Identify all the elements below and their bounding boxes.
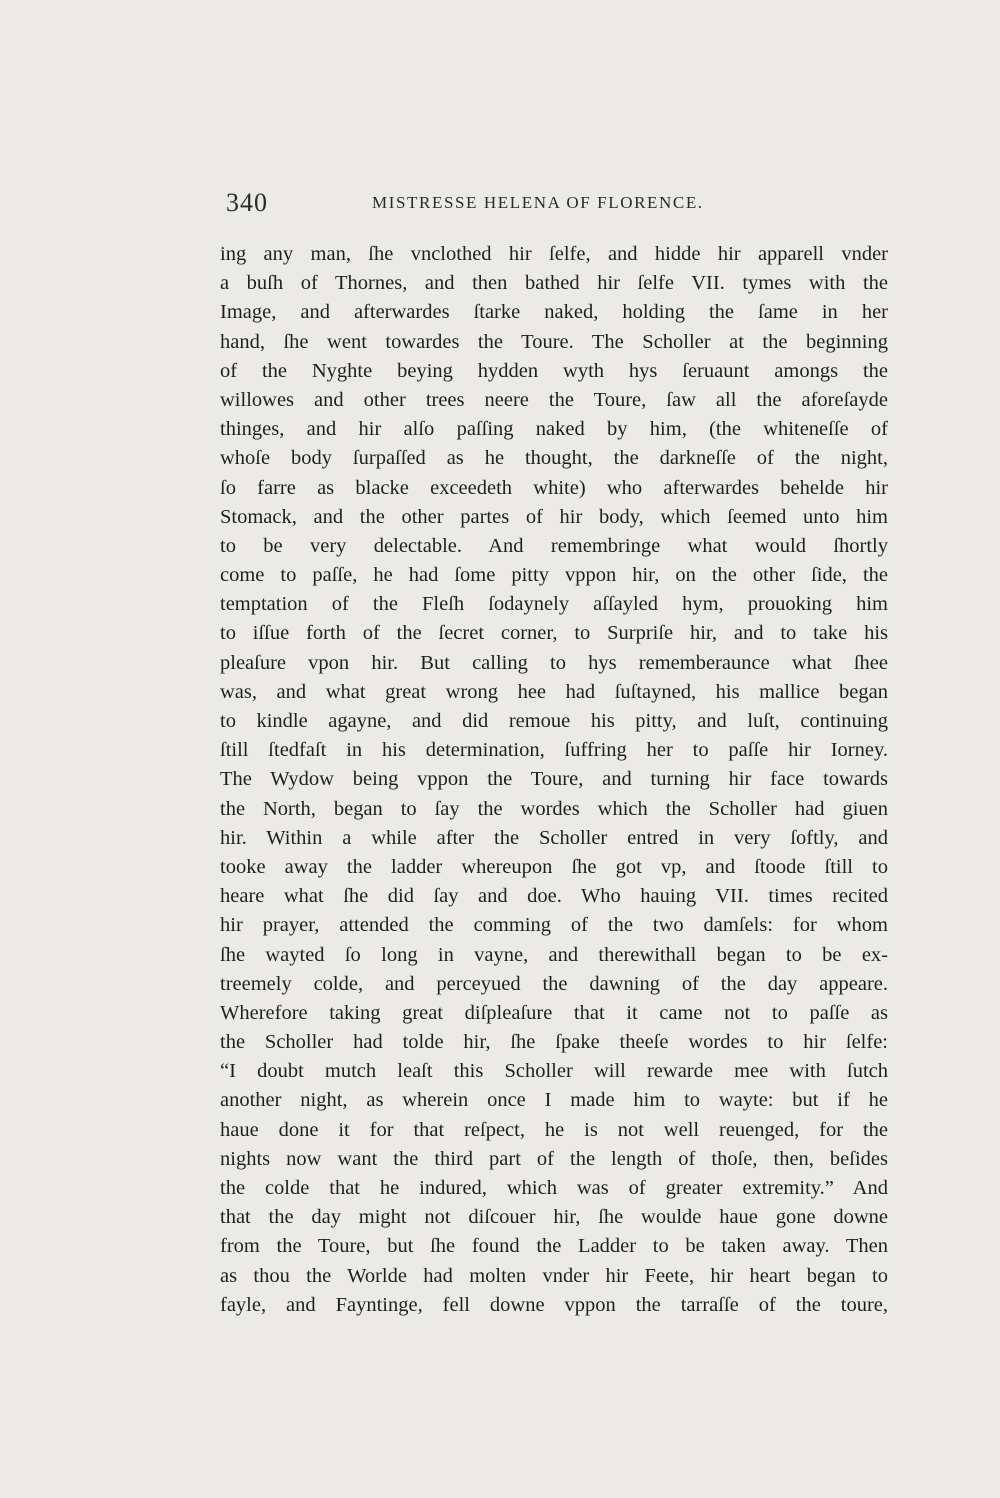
page-header [226, 188, 886, 228]
text-line: to be very delectable. And remembringe what would ſhortly [220, 534, 888, 557]
text-line: from the Toure, but ſhe found the Ladder to be taken away. Then [220, 1235, 888, 1258]
text-line: ſo farre as blacke exceedeth white) who afterwardes behelde hir [220, 476, 888, 499]
page-number: 340 [226, 188, 268, 217]
text-line: The Wydow being vppon the Toure, and turning hir face towards [220, 768, 888, 791]
text-line: another night, as wherein once I made him to wayte: but if he [220, 1089, 888, 1112]
text-line: Image, and afterwardes ſtarke naked, holding the ſame in her [220, 301, 888, 324]
text-line: the colde that he indured, which was of greater extremity.” And [220, 1177, 888, 1199]
text-line: nights now want the third part of the length of thoſe, then, beſides [220, 1147, 888, 1170]
text-line: treemely colde, and perceyued the dawning of the day appeare. [220, 972, 888, 995]
text-line: heare what ſhe did ſay and doe. Who hauing VII. times recited [220, 885, 888, 908]
text-line: Wherefore taking great diſpleaſure that it came not to paſſe as [220, 1001, 888, 1024]
text-line: a buſh of Thornes, and then bathed hir ſelfe VII. tymes with the [220, 272, 888, 295]
text-line: Stomack, and the other partes of hir body, which ſeemed unto him [220, 505, 888, 528]
text-line: to kindle agayne, and did remoue his pitty, and luſt, continuing [220, 710, 888, 732]
text-line: tooke away the ladder whereupon ſhe got vp, and ſtoode ſtill to [220, 855, 888, 878]
text-line: to iſſue forth of the ſecret corner, to Surpriſe hir, and to take his [220, 622, 888, 645]
text-line: fayle, and Fayntinge, fell downe vppon the tarraſſe of the toure, [220, 1293, 888, 1316]
text-line: pleaſure vpon hir. But calling to hys rememberaunce what ſhee [220, 651, 888, 674]
text-line: willowes and other trees neere the Toure, ſaw all the aforeſayde [220, 388, 888, 411]
text-line: hir. Within a while after the Scholler entred in very ſoftly, and [220, 826, 888, 849]
text-line: that the day might not diſcouer hir, ſhe woulde haue gone downe [220, 1206, 888, 1229]
text-line: ſtill ſtedfaſt in his determination, ſuffring her to paſſe hir Iorney. [220, 739, 888, 762]
text-line: the North, began to ſay the wordes which the Scholler had giuen [220, 797, 888, 820]
text-line: whoſe body ſurpaſſed as he thought, the darkneſſe of the night, [220, 447, 888, 470]
text-line: ing any man, ſhe vnclothed hir ſelfe, and hidde hir apparell vnder [220, 243, 888, 265]
text-line: temptation of the Fleſh ſodaynely aſſayled hym, prouoking him [220, 593, 888, 616]
text-line: hand, ſhe went towardes the Toure. The Scholler at the beginning [220, 330, 888, 353]
text-line: ſhe wayted ſo long in vayne, and therewithall began to be ex- [220, 943, 888, 966]
text-line: come to paſſe, he had ſome pitty vppon hir, on the other ſide, the [220, 564, 888, 587]
running-title: MISTRESSE HELENA OF FLORENCE. [372, 193, 704, 212]
body-text [220, 240, 888, 1320]
text-line: hir prayer, attended the comming of the two damſels: for whom [220, 914, 888, 937]
text-line: thinges, and hir alſo paſſing naked by him, (the whiteneſſe of [220, 418, 888, 441]
text-line: haue done it for that reſpect, he is not well reuenged, for the [220, 1118, 888, 1141]
text-line: was, and what great wrong hee had ſuſtayned, his mallice began [220, 680, 888, 703]
text-line: of the Nyghte beying hydden wyth hys ſeruaunt amongs the [220, 359, 888, 382]
text-line: “I doubt mutch leaſt this Scholler will rewarde mee with ſutch [220, 1060, 888, 1083]
text-line: as thou the Worlde had molten vnder hir Feete, hir heart began to [220, 1264, 888, 1287]
text-line: the Scholler had tolde hir, ſhe ſpake theeſe wordes to hir ſelfe: [220, 1031, 888, 1054]
